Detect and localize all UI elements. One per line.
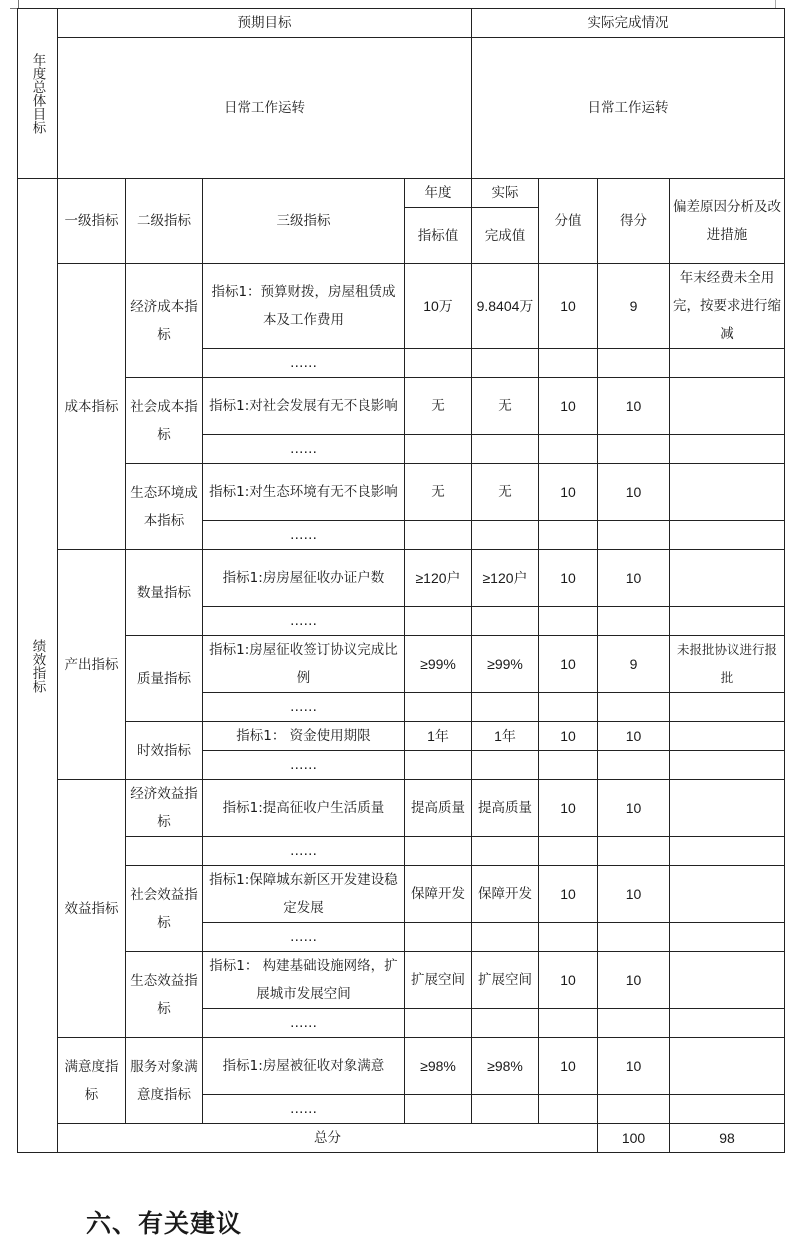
perf-label: 绩效指标 bbox=[18, 179, 58, 1153]
actual-value: ≥120户 bbox=[472, 550, 539, 607]
score-value: 10 bbox=[598, 722, 670, 751]
col-target-top: 年度 bbox=[405, 179, 472, 208]
sub-econ-cost: 经济成本指标 bbox=[126, 264, 203, 378]
ellipsis-cell: …… bbox=[203, 1095, 405, 1124]
target-value: ≥120户 bbox=[405, 550, 472, 607]
ellipsis-cell: …… bbox=[203, 837, 405, 866]
col-level3: 三级指标 bbox=[203, 179, 405, 264]
target-value: ≥99% bbox=[405, 636, 472, 693]
score-value: 9 bbox=[598, 264, 670, 349]
group-satisfaction: 满意度指标 bbox=[58, 1038, 126, 1124]
actual-value: 提高质量 bbox=[472, 780, 539, 837]
ellipsis-cell: …… bbox=[203, 349, 405, 378]
year-goal-label: 年度总体目标 bbox=[18, 9, 58, 179]
deviation-note: 年末经费未全用完，按要求进行缩减 bbox=[670, 264, 785, 349]
deviation-note: 未报批协议进行报批 bbox=[670, 636, 785, 693]
actual-value: 无 bbox=[472, 378, 539, 435]
target-value: 扩展空间 bbox=[405, 952, 472, 1009]
col-actual-bottom: 完成值 bbox=[472, 208, 539, 264]
group-output: 产出指标 bbox=[58, 550, 126, 780]
score-value: 10 bbox=[598, 780, 670, 837]
indicator-cell: 指标1:保障城东新区开发建设稳定发展 bbox=[203, 866, 405, 923]
actual-value: 无 bbox=[472, 464, 539, 521]
expected-goal-text: 日常工作运转 bbox=[58, 38, 472, 179]
actual-value: 1年 bbox=[472, 722, 539, 751]
indicator-cell: 指标1：预算财拨，房屋租赁成本及工作费用 bbox=[203, 264, 405, 349]
weight-value: 10 bbox=[539, 464, 598, 521]
deviation-note bbox=[670, 464, 785, 521]
ellipsis-cell: …… bbox=[203, 435, 405, 464]
total-score: 98 bbox=[670, 1124, 785, 1153]
score-value: 9 bbox=[598, 636, 670, 693]
ellipsis-cell: …… bbox=[203, 1009, 405, 1038]
weight-value: 10 bbox=[539, 550, 598, 607]
target-value: 保障开发 bbox=[405, 866, 472, 923]
sub-social-cost: 社会成本指标 bbox=[126, 378, 203, 464]
indicator-cell: 指标1:房房屋征收办证户数 bbox=[203, 550, 405, 607]
deviation-note bbox=[670, 952, 785, 1009]
actual-value: 扩展空间 bbox=[472, 952, 539, 1009]
col-weight: 分值 bbox=[539, 179, 598, 264]
total-weight: 100 bbox=[598, 1124, 670, 1153]
col-target-bottom: 指标值 bbox=[405, 208, 472, 264]
col-score: 得分 bbox=[598, 179, 670, 264]
actual-value: 9.8404万 bbox=[472, 264, 539, 349]
target-value: 1年 bbox=[405, 722, 472, 751]
col-deviation: 偏差原因分析及改进措施 bbox=[670, 179, 785, 264]
weight-value: 10 bbox=[539, 952, 598, 1009]
group-cost: 成本指标 bbox=[58, 264, 126, 550]
target-value: 无 bbox=[405, 464, 472, 521]
indicator-cell: 指标1： 构建基础设施网络，扩展城市发展空间 bbox=[203, 952, 405, 1009]
total-label: 总分 bbox=[58, 1124, 598, 1153]
weight-value: 10 bbox=[539, 1038, 598, 1095]
score-value: 10 bbox=[598, 464, 670, 521]
deviation-note bbox=[670, 550, 785, 607]
ellipsis-cell: …… bbox=[203, 751, 405, 780]
sub-service: 服务对象满意度指标 bbox=[126, 1038, 203, 1124]
indicator-cell: 指标1:房屋被征收对象满意 bbox=[203, 1038, 405, 1095]
actual-value: 保障开发 bbox=[472, 866, 539, 923]
sub-eco-cost: 生态环境成本指标 bbox=[126, 464, 203, 550]
score-value: 10 bbox=[598, 952, 670, 1009]
sub-quantity: 数量指标 bbox=[126, 550, 203, 636]
score-value: 10 bbox=[598, 1038, 670, 1095]
col-actual-top: 实际 bbox=[472, 179, 539, 208]
weight-value: 10 bbox=[539, 722, 598, 751]
score-value: 10 bbox=[598, 550, 670, 607]
actual-status-text: 日常工作运转 bbox=[472, 38, 785, 179]
deviation-note bbox=[670, 378, 785, 435]
actual-status-header: 实际完成情况 bbox=[472, 9, 785, 38]
target-value: 无 bbox=[405, 378, 472, 435]
score-value: 10 bbox=[598, 866, 670, 923]
sub-econ-benefit: 经济效益指标 bbox=[126, 780, 203, 837]
col-level1: 一级指标 bbox=[58, 179, 126, 264]
weight-value: 10 bbox=[539, 780, 598, 837]
crop-mark bbox=[775, 0, 776, 8]
indicator-cell: 指标1:提高征收户生活质量 bbox=[203, 780, 405, 837]
weight-value: 10 bbox=[539, 866, 598, 923]
actual-value: ≥99% bbox=[472, 636, 539, 693]
sub-social-benefit: 社会效益指标 bbox=[126, 866, 203, 952]
actual-value: ≥98% bbox=[472, 1038, 539, 1095]
indicator-cell: 指标1:对生态环境有无不良影响 bbox=[203, 464, 405, 521]
target-value: 10万 bbox=[405, 264, 472, 349]
expected-goal-header: 预期目标 bbox=[58, 9, 472, 38]
sub-eco-benefit: 生态效益指标 bbox=[126, 952, 203, 1038]
ellipsis-cell: …… bbox=[203, 521, 405, 550]
target-value: 提高质量 bbox=[405, 780, 472, 837]
deviation-note bbox=[670, 866, 785, 923]
weight-value: 10 bbox=[539, 264, 598, 349]
ellipsis-cell: …… bbox=[203, 693, 405, 722]
target-value: ≥98% bbox=[405, 1038, 472, 1095]
section-title: 六、有关建议 bbox=[86, 1209, 243, 1238]
indicator-cell: 指标1:对社会发展有无不良影响 bbox=[203, 378, 405, 435]
sub-timeliness: 时效指标 bbox=[126, 722, 203, 780]
deviation-note bbox=[670, 1038, 785, 1095]
sub-quality: 质量指标 bbox=[126, 636, 203, 722]
weight-value: 10 bbox=[539, 636, 598, 693]
deviation-note bbox=[670, 780, 785, 837]
score-value: 10 bbox=[598, 378, 670, 435]
weight-value: 10 bbox=[539, 378, 598, 435]
col-level2: 二级指标 bbox=[126, 179, 203, 264]
indicator-cell: 指标1： 资金使用期限 bbox=[203, 722, 405, 751]
ellipsis-cell: …… bbox=[203, 923, 405, 952]
crop-mark bbox=[18, 0, 19, 8]
deviation-note bbox=[670, 722, 785, 751]
group-benefit: 效益指标 bbox=[58, 780, 126, 1038]
indicator-cell: 指标1:房屋征收签订协议完成比例 bbox=[203, 636, 405, 693]
performance-table bbox=[17, 8, 785, 1153]
ellipsis-cell: …… bbox=[203, 607, 405, 636]
